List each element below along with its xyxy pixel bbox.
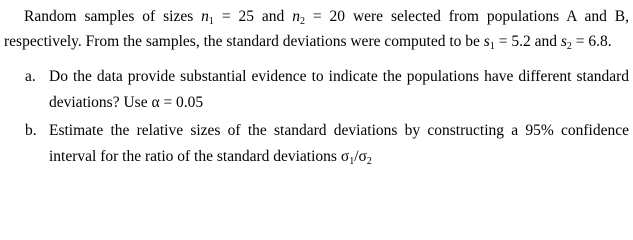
question-a-line-1: Do the data provide substantial evidence to indicate the populations have different standard xyxy=(49,68,629,85)
question-marker-b: b. xyxy=(25,122,37,139)
statement-line-1 xyxy=(0,4,629,29)
question-b-line-1: Estimate the relative sizes of the standard deviations by constructing a 95% confidence xyxy=(49,122,629,139)
n1-subscript: 1 xyxy=(208,16,214,27)
problem-statement xyxy=(0,4,633,54)
n2-variable: n xyxy=(292,8,300,25)
statement-text: = 25 and xyxy=(213,8,293,25)
question-b-text-part: interval for the ratio of the standard deviations σ xyxy=(49,148,350,165)
question-a-line-2: deviations? Use α = 0.05 xyxy=(49,94,204,111)
s1-subscript: 1 xyxy=(489,41,495,52)
statement-text: Random samples of sizes xyxy=(24,8,202,25)
question-b-line-2 xyxy=(49,144,629,170)
s2-variable: s xyxy=(560,33,567,50)
question-b-text xyxy=(49,118,629,170)
statement-text: = 20 were selected from populations A and B, xyxy=(304,8,629,25)
statement-text: = 5.2 and xyxy=(494,33,561,50)
question-marker-a: a. xyxy=(25,68,36,85)
n2-subscript: 2 xyxy=(299,16,305,27)
question-a-text xyxy=(49,64,629,116)
question-b xyxy=(0,118,633,170)
question-a xyxy=(0,64,633,116)
statement-line-2 xyxy=(0,29,633,54)
s1-variable: s xyxy=(483,33,490,50)
sigma2-subscript: 2 xyxy=(366,156,372,167)
sigma1-subscript: 1 xyxy=(349,156,355,167)
n1-variable: n xyxy=(201,8,209,25)
statement-text: = 6.8. xyxy=(571,33,612,50)
statement-text: respectively. From the samples, the standard deviations were computed to be xyxy=(4,33,484,50)
question-b-text-part: /σ xyxy=(354,148,367,165)
s2-subscript: 2 xyxy=(566,41,572,52)
